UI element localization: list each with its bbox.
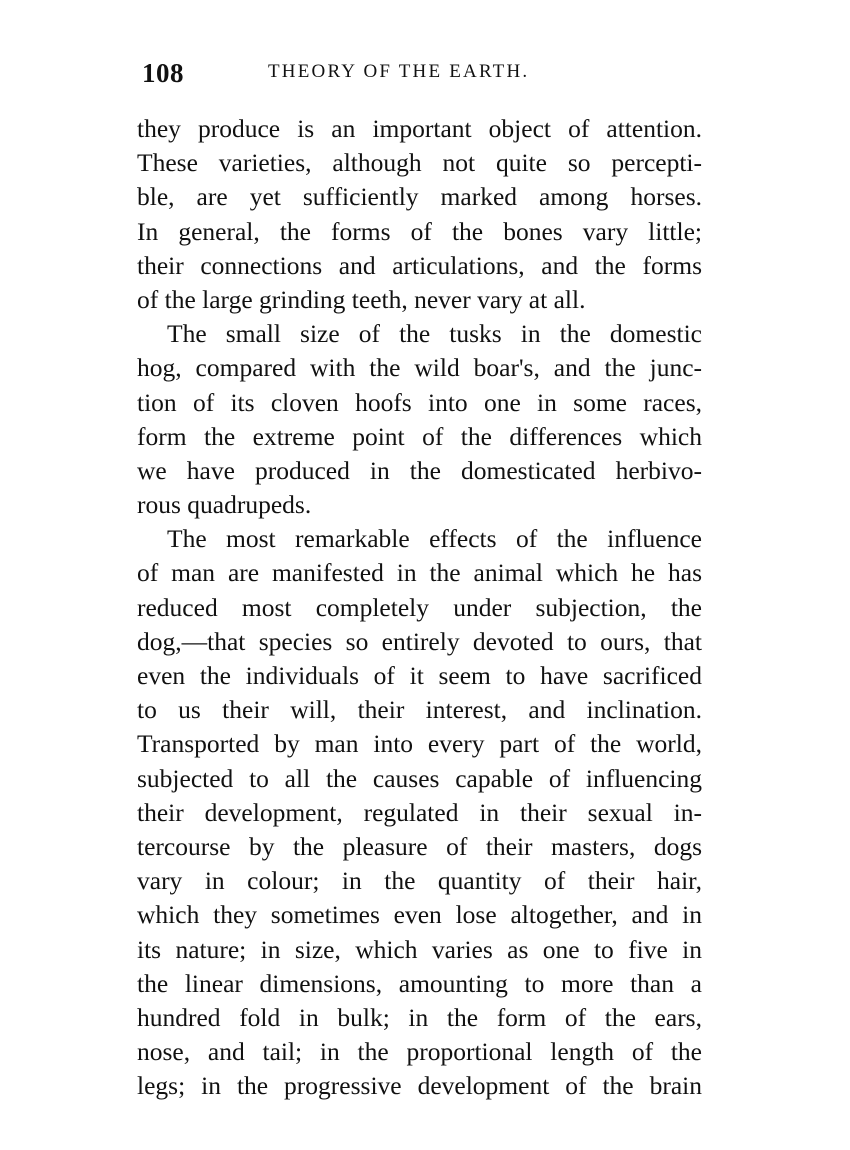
body-text <box>137 112 702 1103</box>
text-line: their connections and articulations, and the forms <box>137 250 702 280</box>
paragraph-start-line: The small size of the tusks in the domestic <box>167 319 702 349</box>
text-line: they produce is an important object of attention. <box>137 114 702 143</box>
text-line: tion of its cloven hoofs into one in some races, <box>137 387 702 417</box>
text-line: of man are manifested in the animal which he has <box>137 558 702 588</box>
text-line: we have produced in the domesticated herbivo- <box>137 455 702 485</box>
page-number: 108 <box>142 58 184 88</box>
text-line: legs; in the progressive development of the brain <box>137 1071 702 1101</box>
text-line: their development, regulated in their sexual in- <box>137 797 702 827</box>
text-line: which they sometimes even lose altogether, and in <box>137 900 702 930</box>
text-line: its nature; in size, which varies as one to five in <box>137 934 702 964</box>
text-line: subjected to all the causes capable of influencing <box>137 763 702 793</box>
running-title: THEORY OF THE EARTH. <box>268 61 530 82</box>
text-line: reduced most completely under subjection, the <box>137 592 702 622</box>
text-line: to us their will, their interest, and inclination. <box>137 695 702 725</box>
text-line: tercourse by the pleasure of their masters, dogs <box>137 831 702 861</box>
text-line: In general, the forms of the bones vary little; <box>137 216 702 246</box>
text-line: Transported by man into every part of the world, <box>137 729 702 759</box>
running-head <box>140 58 700 94</box>
text-line: These varieties, although not quite so percepti- <box>137 148 702 178</box>
text-line: even the individuals of it seem to have sacrificed <box>137 661 702 690</box>
text-line: rous quadrupeds. <box>137 490 312 520</box>
text-line: vary in colour; in the quantity of their hair, <box>137 866 702 896</box>
text-line: of the large grinding teeth, never vary at all. <box>137 284 586 314</box>
text-line: form the extreme point of the differences which <box>137 421 702 451</box>
text-line: dog,—that species so entirely devoted to ours, that <box>137 626 702 656</box>
text-line: nose, and tail; in the proportional length of the <box>137 1037 702 1067</box>
text-line: hundred fold in bulk; in the form of the ears, <box>137 1002 702 1032</box>
text-line: ble, are yet sufficiently marked among horses. <box>137 182 702 212</box>
paragraph-start-line: The most remarkable effects of the influence <box>167 524 702 554</box>
text-line: hog, compared with the wild boar's, and the junc- <box>137 353 702 383</box>
text-line: the linear dimensions, amounting to more than a <box>137 968 702 998</box>
